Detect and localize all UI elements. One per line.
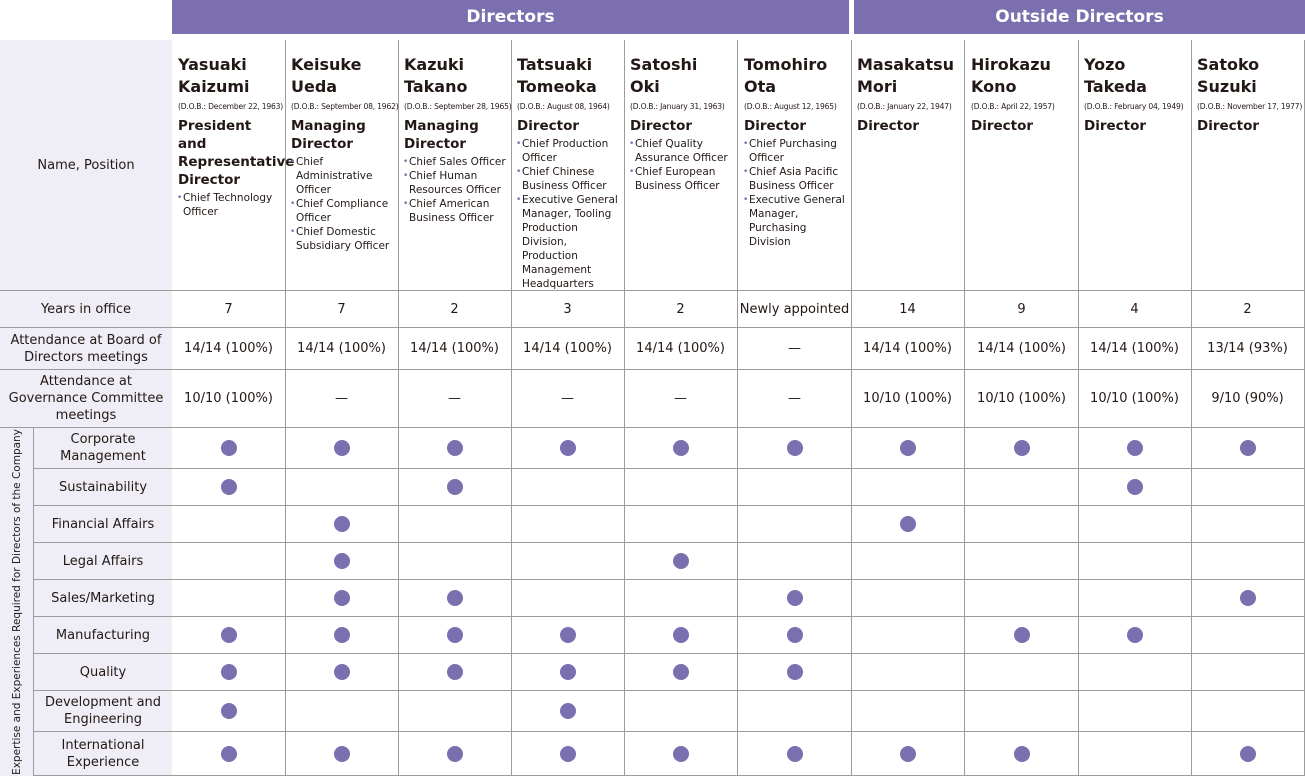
expertise-dot xyxy=(334,664,350,680)
expertise-dot xyxy=(221,627,237,643)
director-years-value: 7 xyxy=(172,291,286,328)
expertise-dot xyxy=(334,553,350,569)
expertise-cell xyxy=(624,469,738,506)
expertise-dot xyxy=(1127,440,1143,456)
responsibility-item: • Chief Chinese Business Officer xyxy=(517,165,622,193)
director-position: Director xyxy=(857,118,920,134)
director-position: Director xyxy=(1197,118,1260,134)
director-first-name: Keisuke xyxy=(291,55,362,74)
director-dob: (D.O.B.: January 22, 1947) xyxy=(857,102,952,111)
expertise-cell xyxy=(285,654,399,691)
expertise-cell xyxy=(172,428,286,469)
expertise-dot xyxy=(221,746,237,762)
expertise-cell xyxy=(965,428,1079,469)
expertise-cell xyxy=(851,580,965,617)
expertise-cell xyxy=(965,469,1079,506)
expertise-cell xyxy=(965,691,1079,732)
expertise-label: Manufacturing xyxy=(34,617,172,654)
expertise-cell xyxy=(1078,691,1192,732)
director-last-name: Mori xyxy=(857,77,898,96)
expertise-cell xyxy=(624,617,738,654)
expertise-dot xyxy=(334,746,350,762)
expertise-cell xyxy=(285,617,399,654)
director-first-name: Hirokazu xyxy=(971,55,1051,74)
director-last-name: Takeda xyxy=(1084,77,1147,96)
expertise-cell xyxy=(738,732,852,776)
expertise-cell xyxy=(738,617,852,654)
director-dob: (D.O.B.: November 17, 1977) xyxy=(1197,102,1303,111)
expertise-cell xyxy=(511,617,625,654)
responsibility-item: • Chief Administrative Officer xyxy=(291,155,396,197)
expertise-dot xyxy=(673,664,689,680)
expertise-cell xyxy=(1191,580,1305,617)
expertise-cell xyxy=(624,428,738,469)
director-name-cell xyxy=(1191,40,1305,291)
responsibility-item: • Executive General Manager, Tooling Production Division, Production Management Headquarters xyxy=(517,193,622,291)
director-dob: (D.O.B.: August 12, 1965) xyxy=(744,102,837,111)
expertise-group-label: Expertise and Experiences Required for Directors of the Company xyxy=(0,428,34,776)
director-governance-value: 9/10 (90%) xyxy=(1191,370,1305,428)
expertise-cell xyxy=(1191,691,1305,732)
expertise-label: Development and Engineering xyxy=(34,691,172,732)
responsibility-list xyxy=(178,191,283,219)
expertise-cell xyxy=(398,428,512,469)
expertise-cell xyxy=(965,580,1079,617)
director-name-cell xyxy=(398,40,512,291)
expertise-cell xyxy=(851,469,965,506)
expertise-cell xyxy=(851,543,965,580)
expertise-dot xyxy=(787,590,803,606)
expertise-cell xyxy=(172,654,286,691)
director-last-name: Suzuki xyxy=(1197,77,1257,96)
director-board-value: — xyxy=(738,328,852,370)
expertise-cell xyxy=(1078,654,1192,691)
expertise-dot xyxy=(334,516,350,532)
responsibility-item: • Executive General Manager, Purchasing Division xyxy=(744,193,849,249)
director-governance-value: 10/10 (100%) xyxy=(965,370,1079,428)
expertise-dot xyxy=(1014,746,1030,762)
director-years-value: 2 xyxy=(398,291,512,328)
expertise-cell xyxy=(851,617,965,654)
director-last-name: Ota xyxy=(744,77,777,96)
expertise-cell xyxy=(285,732,399,776)
expertise-cell xyxy=(172,691,286,732)
director-last-name: Ueda xyxy=(291,77,338,96)
director-dob: (D.O.B.: February 04, 1949) xyxy=(1084,102,1184,111)
director-first-name: Tomohiro xyxy=(744,55,828,74)
director-dob: (D.O.B.: August 08, 1964) xyxy=(517,102,610,111)
director-last-name: Kono xyxy=(971,77,1017,96)
director-name-cell xyxy=(624,40,738,291)
row-label-name-position: Name, Position xyxy=(0,40,172,291)
responsibility-item: • Chief Quality Assurance Officer xyxy=(630,137,735,165)
director-position: Director xyxy=(971,118,1034,134)
director-governance-value: 10/10 (100%) xyxy=(851,370,965,428)
expertise-label: Corporate Management xyxy=(34,428,172,469)
expertise-cell xyxy=(285,543,399,580)
expertise-dot xyxy=(560,746,576,762)
expertise-cell xyxy=(965,506,1079,543)
expertise-cell xyxy=(1078,732,1192,776)
expertise-cell xyxy=(511,732,625,776)
expertise-cell xyxy=(851,732,965,776)
director-board-value: 14/14 (100%) xyxy=(398,328,512,370)
expertise-cell xyxy=(624,732,738,776)
expertise-cell xyxy=(738,580,852,617)
expertise-cell xyxy=(738,691,852,732)
director-position: Managing Director xyxy=(291,118,366,152)
director-years-value: 3 xyxy=(511,291,625,328)
responsibility-list xyxy=(404,155,509,225)
expertise-dot xyxy=(334,440,350,456)
expertise-cell xyxy=(398,732,512,776)
director-board-value: 14/14 (100%) xyxy=(511,328,625,370)
expertise-cell xyxy=(285,506,399,543)
director-governance-value: — xyxy=(398,370,512,428)
director-dob: (D.O.B.: December 22, 1963) xyxy=(178,102,284,111)
expertise-cell xyxy=(624,580,738,617)
director-first-name: Kazuki xyxy=(404,55,465,74)
expertise-cell xyxy=(851,428,965,469)
director-first-name: Yozo xyxy=(1084,55,1126,74)
director-name-cell xyxy=(851,40,965,291)
director-first-name: Satoko xyxy=(1197,55,1260,74)
expertise-cell xyxy=(738,428,852,469)
director-position: Director xyxy=(630,118,693,134)
responsibility-item: • Chief Purchasing Officer xyxy=(744,137,849,165)
responsibility-item: • Chief Sales Officer xyxy=(404,155,509,169)
director-governance-value: 10/10 (100%) xyxy=(172,370,286,428)
expertise-cell xyxy=(738,654,852,691)
expertise-dot xyxy=(447,479,463,495)
expertise-cell xyxy=(398,543,512,580)
expertise-cell xyxy=(398,580,512,617)
director-years-value: 2 xyxy=(624,291,738,328)
expertise-dot xyxy=(673,440,689,456)
director-years-value: Newly appointed xyxy=(738,291,852,328)
expertise-cell xyxy=(398,654,512,691)
expertise-cell xyxy=(851,654,965,691)
expertise-cell xyxy=(285,691,399,732)
expertise-dot xyxy=(560,440,576,456)
expertise-dot xyxy=(787,746,803,762)
expertise-cell xyxy=(1191,543,1305,580)
director-name-cell xyxy=(1078,40,1192,291)
expertise-cell xyxy=(1191,506,1305,543)
expertise-cell xyxy=(965,543,1079,580)
outside-directors-header: Outside Directors xyxy=(854,0,1305,34)
director-first-name: Yasuaki xyxy=(178,55,247,74)
expertise-dot xyxy=(560,627,576,643)
expertise-label: International Experience xyxy=(34,732,172,776)
expertise-cell xyxy=(1191,732,1305,776)
expertise-dot xyxy=(447,627,463,643)
expertise-cell xyxy=(398,617,512,654)
director-name-cell xyxy=(172,40,295,291)
director-dob: (D.O.B.: September 08, 1962) xyxy=(291,102,399,111)
expertise-dot xyxy=(673,746,689,762)
director-first-name: Satoshi xyxy=(630,55,698,74)
expertise-cell xyxy=(511,506,625,543)
expertise-dot xyxy=(447,664,463,680)
expertise-cell xyxy=(1191,469,1305,506)
responsibility-list xyxy=(517,137,622,291)
director-governance-value: — xyxy=(285,370,399,428)
expertise-dot xyxy=(447,590,463,606)
expertise-dot xyxy=(221,479,237,495)
director-position: President and Representative Director xyxy=(178,118,295,188)
responsibility-item: • Chief Compliance Officer xyxy=(291,197,396,225)
expertise-cell xyxy=(965,732,1079,776)
expertise-cell xyxy=(172,580,286,617)
director-first-name: Masakatsu xyxy=(857,55,955,74)
expertise-cell xyxy=(738,469,852,506)
expertise-dot xyxy=(1127,627,1143,643)
row-label-board-attendance: Attendance at Board of Directors meetings xyxy=(0,328,172,370)
expertise-dot xyxy=(900,516,916,532)
expertise-dot xyxy=(1240,590,1256,606)
expertise-dot xyxy=(221,440,237,456)
expertise-cell xyxy=(172,617,286,654)
director-board-value: 14/14 (100%) xyxy=(965,328,1079,370)
expertise-cell xyxy=(1078,428,1192,469)
director-board-value: 14/14 (100%) xyxy=(172,328,286,370)
responsibility-item: • Chief American Business Officer xyxy=(404,197,509,225)
director-years-value: 2 xyxy=(1191,291,1305,328)
expertise-cell xyxy=(1078,543,1192,580)
directors-header: Directors xyxy=(172,0,849,34)
director-name-cell xyxy=(285,40,399,291)
responsibility-list xyxy=(630,137,735,193)
director-board-value: 13/14 (93%) xyxy=(1191,328,1305,370)
director-governance-value: — xyxy=(738,370,852,428)
row-label-years: Years in office xyxy=(0,291,172,328)
responsibility-item: • Chief European Business Officer xyxy=(630,165,735,193)
expertise-dot xyxy=(1127,479,1143,495)
expertise-cell xyxy=(398,469,512,506)
expertise-dot xyxy=(900,440,916,456)
director-governance-value: — xyxy=(511,370,625,428)
director-first-name: Tatsuaki xyxy=(517,55,593,74)
expertise-cell xyxy=(851,691,965,732)
expertise-cell xyxy=(624,654,738,691)
responsibility-item: • Chief Asia Pacific Business Officer xyxy=(744,165,849,193)
expertise-cell xyxy=(511,580,625,617)
director-position: Managing Director xyxy=(404,118,479,152)
expertise-cell xyxy=(511,691,625,732)
expertise-cell xyxy=(285,428,399,469)
expertise-dot xyxy=(673,627,689,643)
expertise-dot xyxy=(673,553,689,569)
expertise-cell xyxy=(1078,506,1192,543)
expertise-dot xyxy=(787,627,803,643)
expertise-cell xyxy=(851,506,965,543)
expertise-cell xyxy=(1078,580,1192,617)
expertise-dot xyxy=(1240,746,1256,762)
expertise-cell xyxy=(172,732,286,776)
expertise-cell xyxy=(738,506,852,543)
director-name-cell xyxy=(965,40,1079,291)
expertise-dot xyxy=(1014,440,1030,456)
expertise-dot xyxy=(221,664,237,680)
director-last-name: Oki xyxy=(630,77,660,96)
expertise-label: Sustainability xyxy=(34,469,172,506)
director-name-cell xyxy=(511,40,625,291)
expertise-cell xyxy=(398,506,512,543)
expertise-cell xyxy=(624,543,738,580)
director-dob: (D.O.B.: January 31, 1963) xyxy=(630,102,725,111)
responsibility-list xyxy=(291,155,396,253)
responsibility-list xyxy=(744,137,849,249)
expertise-dot xyxy=(447,440,463,456)
director-board-value: 14/14 (100%) xyxy=(285,328,399,370)
expertise-dot xyxy=(1240,440,1256,456)
expertise-cell xyxy=(511,428,625,469)
expertise-cell xyxy=(1191,617,1305,654)
expertise-dot xyxy=(1014,627,1030,643)
responsibility-item: • Chief Domestic Subsidiary Officer xyxy=(291,225,396,253)
expertise-cell xyxy=(624,691,738,732)
expertise-dot xyxy=(787,440,803,456)
expertise-cell xyxy=(511,469,625,506)
director-position: Director xyxy=(517,118,580,134)
director-name-cell xyxy=(738,40,852,291)
expertise-dot xyxy=(560,703,576,719)
expertise-label: Financial Affairs xyxy=(34,506,172,543)
expertise-cell xyxy=(285,469,399,506)
row-label-governance-attendance: Attendance at Governance Committee meetings xyxy=(0,370,172,428)
expertise-dot xyxy=(221,703,237,719)
director-dob: (D.O.B.: September 28, 1965) xyxy=(404,102,512,111)
expertise-cell xyxy=(1191,654,1305,691)
director-last-name: Tomeoka xyxy=(517,77,597,96)
expertise-cell xyxy=(965,617,1079,654)
director-position: Director xyxy=(1084,118,1147,134)
expertise-cell xyxy=(624,506,738,543)
expertise-cell xyxy=(511,543,625,580)
expertise-cell xyxy=(172,506,286,543)
expertise-cell xyxy=(1078,617,1192,654)
expertise-dot xyxy=(334,627,350,643)
expertise-dot xyxy=(560,664,576,680)
expertise-dot xyxy=(900,746,916,762)
director-governance-value: — xyxy=(624,370,738,428)
expertise-label: Quality xyxy=(34,654,172,691)
director-board-value: 14/14 (100%) xyxy=(624,328,738,370)
expertise-cell xyxy=(172,543,286,580)
responsibility-item: • Chief Human Resources Officer xyxy=(404,169,509,197)
director-position: Director xyxy=(744,118,807,134)
expertise-label: Legal Affairs xyxy=(34,543,172,580)
expertise-cell xyxy=(172,469,286,506)
expertise-dot xyxy=(447,746,463,762)
expertise-cell xyxy=(285,580,399,617)
director-dob: (D.O.B.: April 22, 1957) xyxy=(971,102,1055,111)
responsibility-item: • Chief Technology Officer xyxy=(178,191,283,219)
expertise-dot xyxy=(787,664,803,680)
director-last-name: Kaizumi xyxy=(178,77,250,96)
director-years-value: 9 xyxy=(965,291,1079,328)
director-board-value: 14/14 (100%) xyxy=(851,328,965,370)
expertise-cell xyxy=(1078,469,1192,506)
director-governance-value: 10/10 (100%) xyxy=(1078,370,1192,428)
director-years-value: 7 xyxy=(285,291,399,328)
expertise-cell xyxy=(511,654,625,691)
director-last-name: Takano xyxy=(404,77,468,96)
expertise-cell xyxy=(738,543,852,580)
expertise-dot xyxy=(334,590,350,606)
expertise-label: Sales/Marketing xyxy=(34,580,172,617)
director-years-value: 4 xyxy=(1078,291,1192,328)
expertise-cell xyxy=(398,691,512,732)
expertise-cell xyxy=(965,654,1079,691)
expertise-cell xyxy=(1191,428,1305,469)
director-years-value: 14 xyxy=(851,291,965,328)
responsibility-item: • Chief Production Officer xyxy=(517,137,622,165)
director-board-value: 14/14 (100%) xyxy=(1078,328,1192,370)
